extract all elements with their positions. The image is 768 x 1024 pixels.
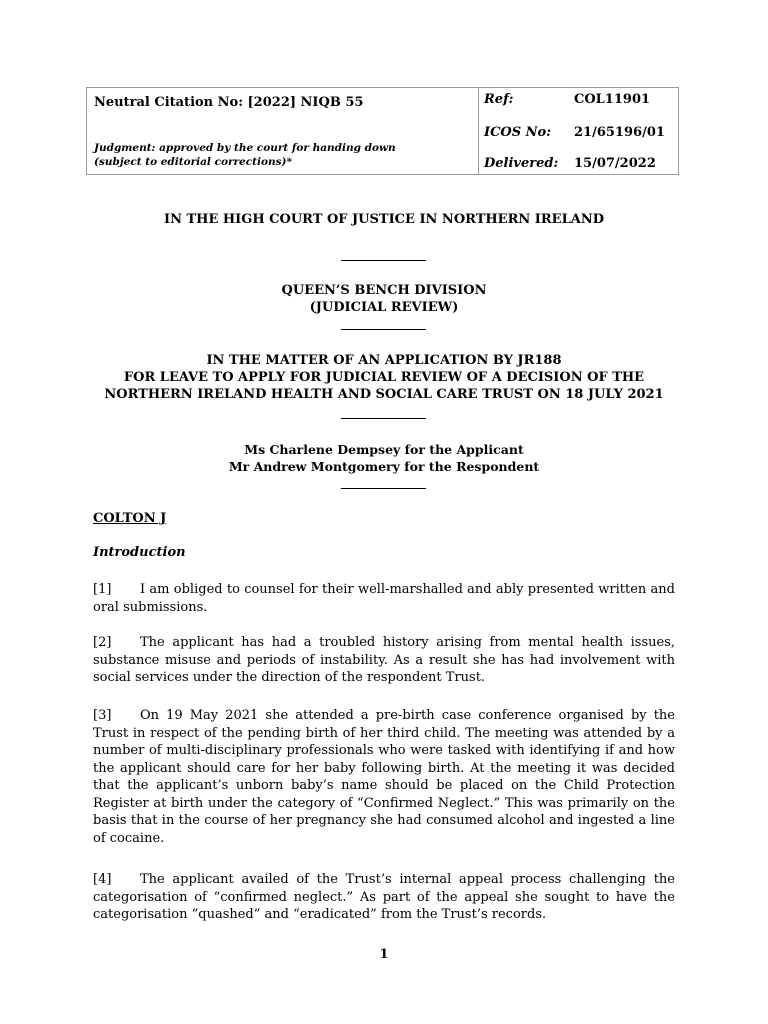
judge-name: COLTON J xyxy=(93,511,167,526)
matter-line-3: NORTHERN IRELAND HEALTH AND SOCIAL CARE TRUST ON 18 JULY 2021 xyxy=(104,387,664,402)
page-number: 1 xyxy=(379,947,389,962)
header-divider xyxy=(478,88,479,174)
division-heading: QUEEN’S BENCH DIVISION xyxy=(281,283,487,298)
separator-rule xyxy=(341,260,426,261)
paragraph-number: [1] xyxy=(93,582,112,597)
paragraph xyxy=(93,707,675,847)
section-heading: Introduction xyxy=(93,545,186,560)
separator-rule xyxy=(341,329,426,330)
citation-header-box xyxy=(86,87,679,175)
icos-value: 21/65196/01 xyxy=(574,125,665,140)
delivered-label: Delivered: xyxy=(484,156,559,171)
matter-line-2: FOR LEAVE TO APPLY FOR JUDICIAL REVIEW OF A DECISION OF THE xyxy=(123,370,645,385)
neutral-citation: Neutral Citation No: [2022] NIQB 55 xyxy=(94,95,364,110)
judgment-note xyxy=(94,141,464,169)
paragraph xyxy=(93,581,675,616)
counsel-respondent: Mr Andrew Montgomery for the Respondent xyxy=(228,459,540,474)
counsel-applicant: Ms Charlene Dempsey for the Applicant xyxy=(244,442,524,457)
separator-rule xyxy=(341,418,426,419)
paragraph-text: The applicant has had a troubled history arising from mental health issues, substance misuse and periods of instability. As a result she has had involvement with social services under the direction of the respondent Trust. xyxy=(93,635,675,685)
paragraph-number: [2] xyxy=(93,635,112,650)
ref-label: Ref: xyxy=(484,92,514,107)
delivered-value: 15/07/2022 xyxy=(574,156,656,171)
matter-line-1: IN THE MATTER OF AN APPLICATION BY JR188 xyxy=(206,353,562,368)
review-heading: (JUDICIAL REVIEW) xyxy=(309,300,459,315)
paragraph-text: The applicant availed of the Trust’s internal appeal process challenging the categorisation of “confirmed neglect.” As part of the appeal she sought to have the categorisation “quashed” and “eradicated” from the Trust’s records. xyxy=(93,872,675,922)
paragraph-text: I am obliged to counsel for their well-marshalled and ably presented written and oral submissions. xyxy=(93,582,675,615)
court-heading: IN THE HIGH COURT OF JUSTICE IN NORTHERN IRELAND xyxy=(164,212,604,227)
paragraph xyxy=(93,634,675,687)
icos-label: ICOS No: xyxy=(484,125,552,140)
paragraph-text: On 19 May 2021 she attended a pre-birth case conference organised by the Trust in respect of the pending birth of her third child. The meeting was attended by a number of multi-disciplinary professionals who were tasked with identifying if and how the applicant should care for her baby following birth. At the meeting it was decided that the applicant’s unborn baby’s name should be placed on the Child Protection Register at birth under the category of “Confirmed Neglect.” This was primarily on the basis that in the course of her pregnancy she had consumed alcohol and ingested a line of cocaine. xyxy=(93,708,675,846)
separator-rule xyxy=(341,488,426,489)
judgment-note-line-2: (subject to editorial corrections)* xyxy=(94,156,292,168)
judgment-note-line-1: Judgment: approved by the court for handing down xyxy=(94,142,396,154)
paragraph-number: [4] xyxy=(93,872,112,887)
paragraph-number: [3] xyxy=(93,708,112,723)
paragraph xyxy=(93,871,675,924)
ref-value: COL11901 xyxy=(574,92,651,107)
